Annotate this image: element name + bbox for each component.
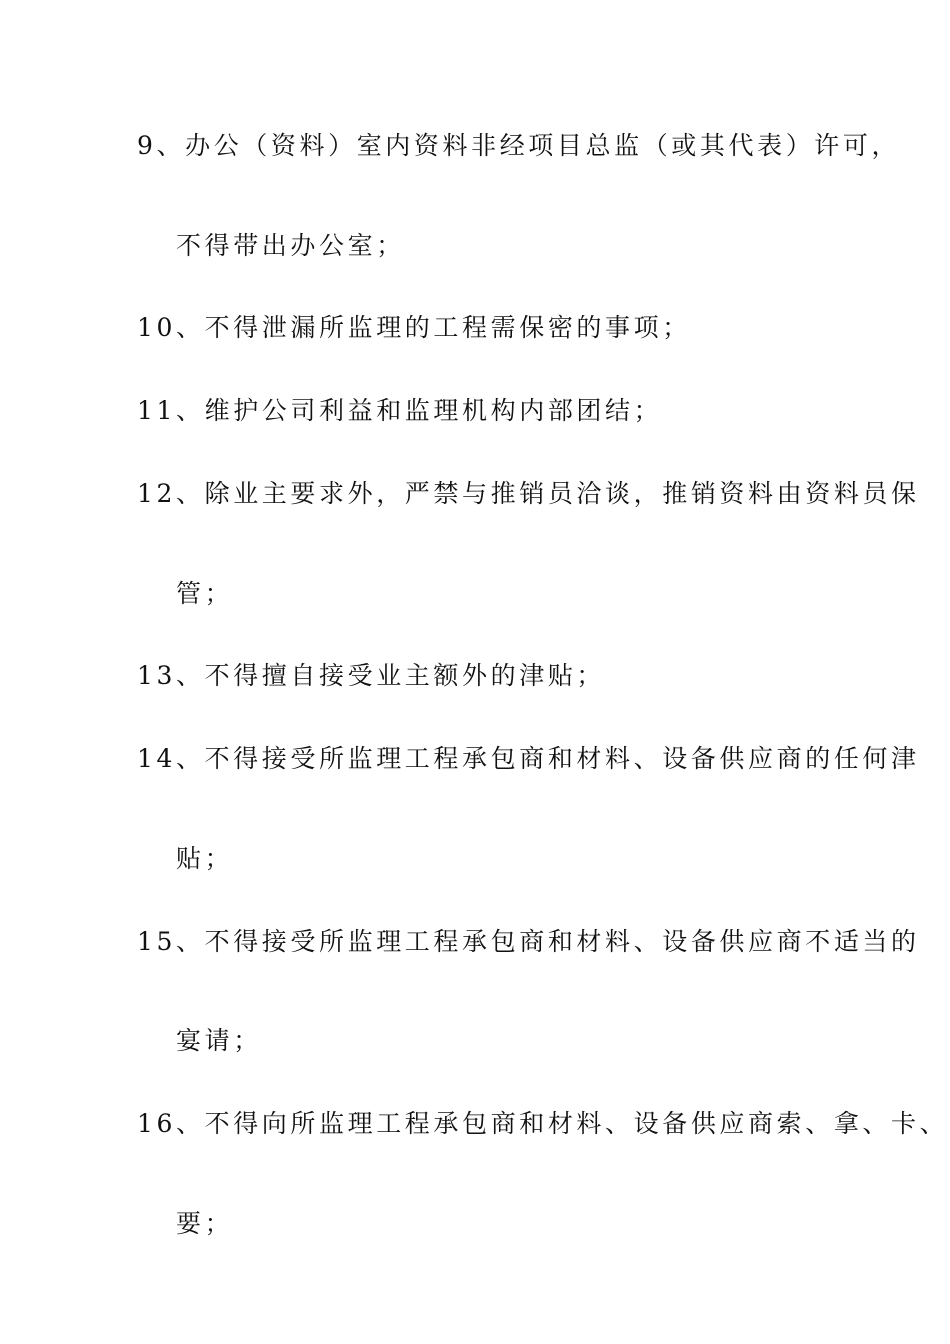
rule-item-9: 9、办公（资料）室内资料非经项目总监（或其代表）许可，: [137, 131, 901, 160]
rule-item-14-continuation: 贴；: [176, 844, 234, 873]
rule-item-14: 14、不得接受所监理工程承包商和材料、设备供应商的任何津: [137, 744, 920, 773]
rule-item-12: 12、除业主要求外，严禁与推销员洽谈，推销资料由资料员保: [137, 479, 920, 508]
rule-item-13: 13、不得擅自接受业主额外的津贴；: [137, 661, 606, 690]
rule-item-11: 11、维护公司利益和监理机构内部团结；: [137, 396, 663, 425]
rule-item-16-continuation: 要；: [176, 1209, 234, 1238]
rule-item-12-continuation: 管；: [176, 579, 234, 608]
rule-item-15-continuation: 宴请；: [176, 1026, 262, 1055]
rule-item-10: 10、不得泄漏所监理的工程需保密的事项；: [137, 313, 691, 342]
rule-item-16: 16、不得向所监理工程承包商和材料、设备供应商索、拿、卡、: [137, 1109, 949, 1138]
rule-item-15: 15、不得接受所监理工程承包商和材料、设备供应商不适当的: [137, 927, 920, 956]
rule-item-9-continuation: 不得带出办公室；: [176, 231, 405, 260]
